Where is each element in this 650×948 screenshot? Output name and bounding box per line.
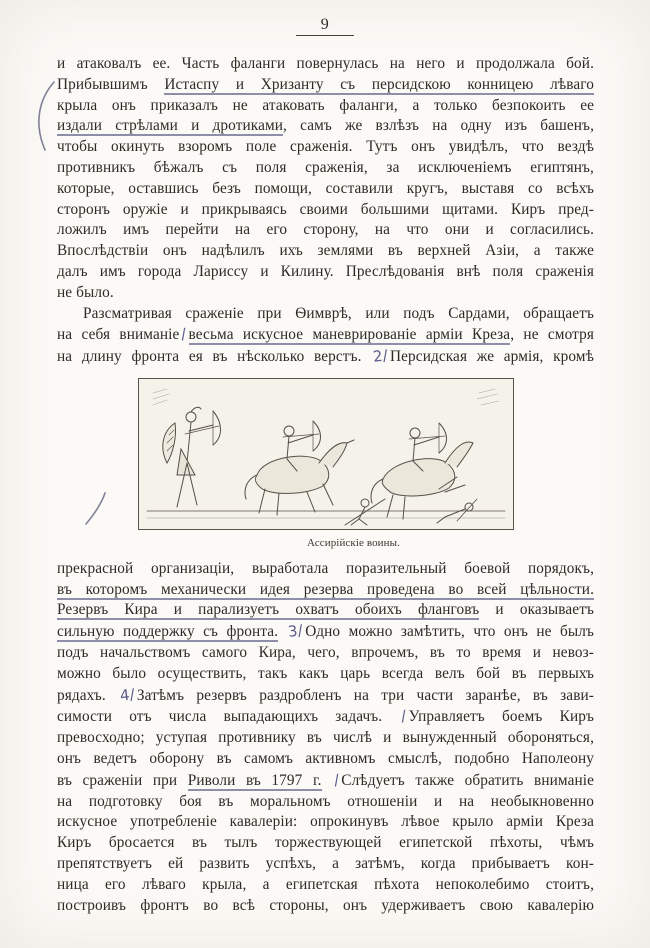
text-body (57, 54, 594, 916)
text-segment: на подготовку боя въ моральномъ отношеніи и на необыкновенно (57, 792, 594, 810)
text-segment: препятствуетъ ей развить успѣхъ, а затѣмъ, когда прибываетъ кон- (57, 854, 594, 872)
text-segment: , самъ же взлѣзъ на одну изъ башенъ, (283, 117, 594, 135)
text-segment: Затѣмъ резервъ раздробленъ на три части заранѣе, въ зави- (136, 686, 595, 704)
text-line (57, 179, 594, 200)
text-line (57, 728, 594, 749)
text-segment: не было. (57, 283, 114, 301)
text-line (57, 664, 594, 685)
pen-stroke-left-margin (39, 82, 54, 150)
text-segment: Слѣдуетъ также обратить вниманіе (341, 771, 594, 789)
text-line (57, 241, 594, 262)
text-line (57, 158, 594, 179)
figure-block (138, 378, 514, 554)
text-segment: ложилъ имъ перейти на его сторону, на что они и согласились. (57, 221, 594, 239)
text-line (57, 200, 594, 221)
text-segment: подъ начальствомъ самого Кира, чего, впрочемъ, въ то время и невоз- (57, 643, 594, 661)
underlined-text: Резервъ Кира и парализуетъ охватъ обоихъ фланговъ (57, 601, 480, 619)
text-line (57, 600, 594, 621)
text-line (57, 580, 594, 601)
text-segment: симости отъ числа выпадающихъ задачъ. (57, 708, 400, 726)
text-segment: Впослѣдствіи онъ надѣлилъ ихъ землями въ верхней Азіи, а также (57, 242, 594, 260)
underlined-text: весьма искусное маневрированіе арміи Креза (188, 326, 511, 344)
text-line (57, 262, 594, 283)
text-segment: крыла онъ приказалъ не атаковать фаланги, а только безпокоить ее (57, 96, 594, 114)
text-line (57, 304, 594, 325)
text-line (57, 559, 594, 580)
text-line (57, 833, 594, 854)
text-line (57, 621, 594, 643)
handwritten-mark: 2/ (372, 346, 390, 366)
handwritten-mark: 4/ (118, 684, 136, 705)
text-segment: которые, оставшись безъ помощи, составили кругъ, выставя со всѣхъ (57, 179, 594, 197)
text-segment: онъ ведетъ оборону въ самомъ активномъ смыслѣ, подобно Наполеону (57, 749, 594, 767)
text-segment: и оказываетъ (479, 601, 594, 619)
underlined-text: Риволи въ 1797 г. (187, 771, 322, 789)
text-line (57, 137, 594, 158)
text-line (57, 749, 594, 770)
handwritten-mark: / (180, 325, 188, 344)
handwritten-mark: / (400, 707, 408, 726)
text-segment: Разсматривая сраженіе при Ѳимврѣ, или подъ Сардами, обращаетъ (83, 304, 594, 322)
page-number: 9 (320, 16, 330, 33)
text-segment: на длину фронта ея въ нѣсколько верстъ. (57, 348, 372, 366)
text-segment: прекрасной организаціи, выработала поразительный боевой порядокъ, (57, 559, 594, 577)
text-segment: на себя вниманіе (57, 326, 180, 344)
text-segment: чтобы окинуть взоромъ поле сраженія. Тутъ онъ увидѣлъ, что вездѣ (57, 138, 594, 156)
text-segment: можно было осуществить, такъ какъ царь всегда велъ бой въ первыхъ (57, 664, 594, 682)
text-line (57, 116, 594, 137)
text-segment: Киръ бросается въ тылъ торжествующей египетской пѣхоты, чѣмъ (57, 834, 594, 852)
text-segment: ница его лѣваго крыла, а египетская пѣхота непоколебимо стоитъ, (57, 875, 594, 893)
text-segment: Прибывшимъ (57, 75, 165, 93)
text-line (57, 346, 594, 368)
underlined-text: издали стрѣлами и дротиками (57, 117, 284, 135)
text-segment: , не смотря (510, 326, 594, 344)
text-segment: искусное употребленіе кавалеріи: опрокинувъ лѣвое крыло арміи Креза (57, 813, 594, 831)
text-segment: Управляетъ боемъ Киръ (408, 708, 594, 726)
text-line (57, 792, 594, 813)
text-line (57, 770, 594, 792)
text-line (57, 685, 594, 707)
text-segment: превосходно; уступая противнику въ числѣ и вынужденный обороняться, (57, 729, 594, 747)
underlined-text: въ которомъ механически идея резерва проведена во всей цѣльности. (57, 580, 594, 598)
text-segment: сторонъ оружіе и прикрываясь своими большими щитами. Киръ пред- (57, 200, 594, 218)
handwritten-mark: / (332, 770, 341, 789)
engraving-drawing (139, 379, 513, 529)
text-segment: далъ имъ города Лариссу и Килину. Преслѣдованія внѣ поля сраженія (57, 262, 594, 280)
text-line (57, 75, 594, 96)
text-segment: противникъ бѣжалъ съ поля сраженія, за исключеніемъ египтянъ, (57, 158, 594, 176)
text-segment: построивъ фронтъ во всѣ стороны, онъ удерживаетъ свою кавалерію (57, 896, 594, 914)
text-line (57, 875, 594, 896)
text-line (57, 706, 594, 728)
text-line (57, 96, 594, 117)
page-header (0, 16, 650, 36)
figure-caption: Ассирійскіе воины. (306, 536, 400, 549)
text-line (57, 896, 594, 917)
text-line (57, 643, 594, 664)
text-line (57, 812, 594, 833)
text-segment: въ сраженіи при (57, 771, 188, 789)
assyrian-warriors-illustration (138, 378, 514, 530)
handwritten-mark: 3/ (287, 621, 305, 641)
underlined-text: сильную поддержку съ фронта. (57, 623, 279, 641)
text-line (57, 54, 594, 75)
text-segment: рядахъ. (57, 686, 119, 704)
header-rule (296, 35, 354, 36)
text-line (57, 283, 594, 304)
text-line (57, 220, 594, 241)
text-segment: Персидская же армія, кромѣ (390, 348, 594, 366)
text-segment: Одно можно замѣтить, что онъ не былъ (305, 623, 594, 641)
text-line (57, 324, 594, 346)
underlined-text: Истаспу и Хризанту съ персидскою конницею лѣваго (164, 75, 594, 93)
text-segment: и атаковалъ ее. Часть фаланги повернулась на него и продолжала бой. (57, 55, 594, 72)
text-line (57, 854, 594, 875)
